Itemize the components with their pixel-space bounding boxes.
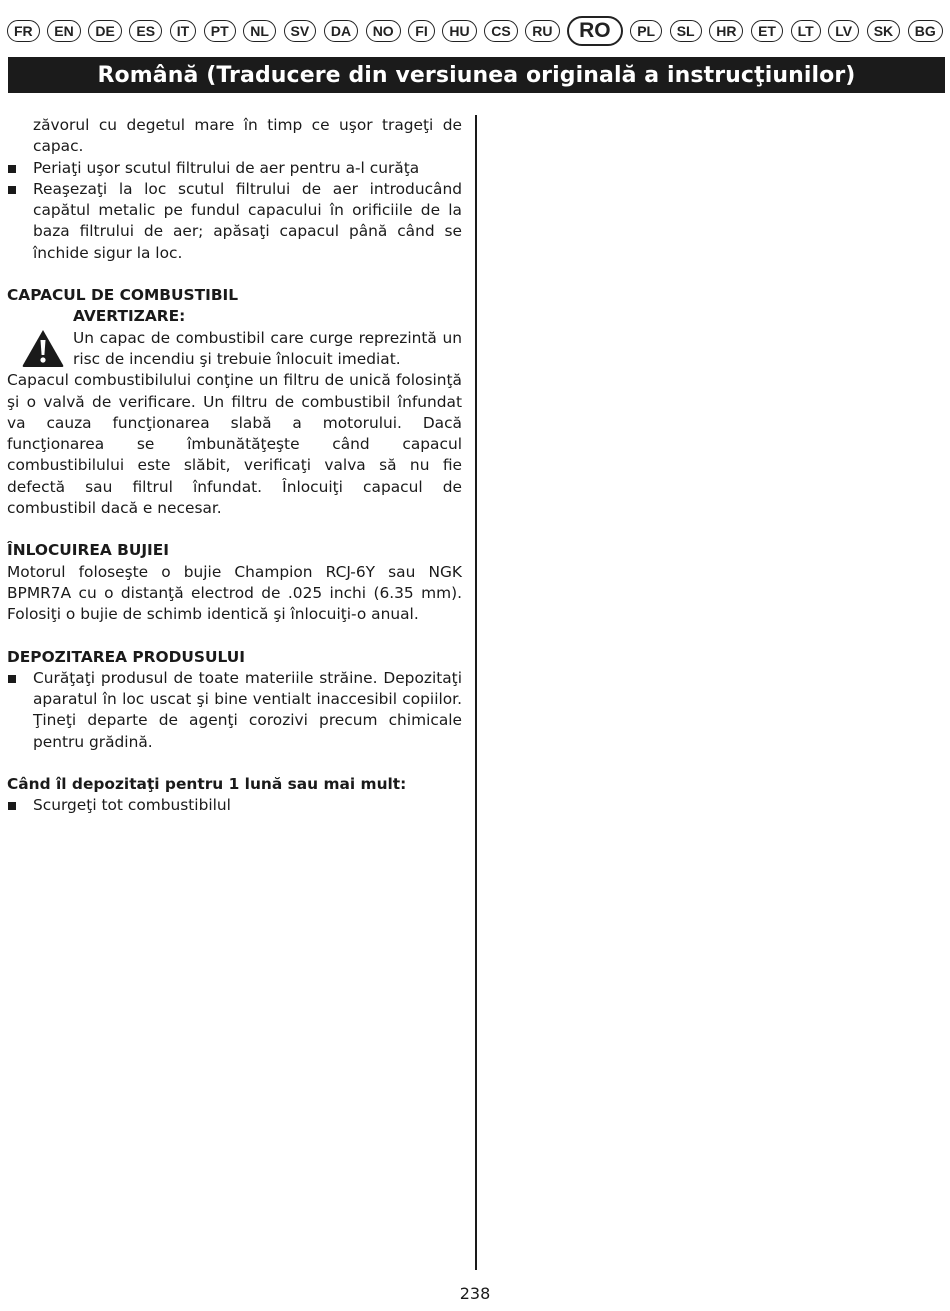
bullet-square-icon bbox=[8, 165, 16, 173]
list-item: Curăţaţi produsul de toate materiile străine. Depozitaţi aparatul în loc uscat şi bine ventialt inaccesibil copiilor. Ţineţi departe de agenţi corozivi precum chimicale pentru grădină. bbox=[7, 668, 462, 753]
language-tab-de[interactable]: DE bbox=[88, 20, 121, 42]
language-tab-sv[interactable]: SV bbox=[284, 20, 317, 42]
page-title: Română (Traducere din versiunea originală a instrucţiunilor) bbox=[8, 57, 945, 93]
language-tab-en[interactable]: EN bbox=[47, 20, 80, 42]
language-tab-hu[interactable]: HU bbox=[442, 20, 476, 42]
language-tab-es[interactable]: ES bbox=[129, 20, 162, 42]
language-tab-pt[interactable]: PT bbox=[204, 20, 236, 42]
language-tab-lv[interactable]: LV bbox=[828, 20, 859, 42]
bullet-square-icon bbox=[8, 186, 16, 194]
language-tab-nl[interactable]: NL bbox=[243, 20, 276, 42]
language-tab-bg[interactable]: BG bbox=[908, 20, 943, 42]
spark-plug-body: Motorul foloseşte o bujie Champion RCJ-6Y sau NGK BPMR7A cu o distanţă electrod de .025 inchi (6.35 mm). Folosiţi o bujie de schimb identică şi înlocuiţi-o anual. bbox=[7, 562, 462, 624]
language-tab-sk[interactable]: SK bbox=[867, 20, 900, 42]
fuel-cap-heading: CAPACUL DE COMBUSTIBIL bbox=[7, 286, 239, 305]
language-tab-fi[interactable]: FI bbox=[408, 20, 434, 42]
long-storage-heading: Când îl depozitaţi pentru 1 lună sau mai mult: bbox=[7, 775, 407, 794]
language-tab-fr[interactable]: FR bbox=[7, 20, 40, 42]
language-tab-lt[interactable]: LT bbox=[791, 20, 821, 42]
language-tab-cs[interactable]: CS bbox=[484, 20, 517, 42]
language-tab-sl[interactable]: SL bbox=[670, 20, 702, 42]
language-tab-da[interactable]: DA bbox=[324, 20, 358, 42]
storage-heading: DEPOZITAREA PRODUSULUI bbox=[7, 647, 245, 666]
language-tab-ru[interactable]: RU bbox=[525, 20, 559, 42]
content-column bbox=[7, 115, 462, 817]
warning-text: Un capac de combustibil care curge reprezintă un risc de incendiu şi trebuie înlocuit imediat. bbox=[73, 328, 462, 368]
language-tab-et[interactable]: ET bbox=[751, 20, 783, 42]
list-item: Reaşezaţi la loc scutul filtrului de aer introducând capătul metalic pe fundul capacului în orificiile de la baza filtrului de aer; apăsaţi capacul până când se închide sigur la loc. bbox=[7, 179, 462, 264]
list-item: Periaţi uşor scutul filtrului de aer pentru a-l curăţa bbox=[7, 158, 462, 179]
language-tab-ro[interactable]: RO bbox=[567, 16, 623, 46]
continued-text: zăvorul cu degetul mare în timp ce uşor trageţi de capac. bbox=[33, 116, 462, 156]
page-number: 238 bbox=[459, 1284, 491, 1303]
column-divider bbox=[475, 115, 477, 1270]
spark-plug-heading: ÎNLOCUIREA BUJIEI bbox=[7, 541, 170, 560]
language-tab-no[interactable]: NO bbox=[366, 20, 401, 42]
fuel-cap-body: Capacul combustibilului conţine un filtru de unică folosinţă şi o valvă de verificare. Un filtru de combustibil înfundat va cauza funcţionarea slabă a motorului. Dacă funcţionarea se îmbunătăţeşte când capacul combustibilului este slăbit, verificaţi valva să nu fie defectă sau filtrul înfundat. Înlocuiţi capacul de combustibil dacă e necesar. bbox=[7, 371, 462, 518]
language-tab-hr[interactable]: HR bbox=[709, 20, 743, 42]
bullet-square-icon bbox=[8, 802, 16, 810]
language-tabs bbox=[7, 18, 943, 44]
language-tab-pl[interactable]: PL bbox=[630, 20, 662, 42]
bullet-square-icon bbox=[8, 675, 16, 683]
warning-label: AVERTIZARE: bbox=[73, 307, 186, 326]
list-item: Scurgeţi tot combustibilul bbox=[7, 795, 462, 816]
warning-block bbox=[7, 306, 462, 370]
language-tab-it[interactable]: IT bbox=[170, 20, 196, 42]
warning-triangle-icon bbox=[21, 328, 65, 368]
